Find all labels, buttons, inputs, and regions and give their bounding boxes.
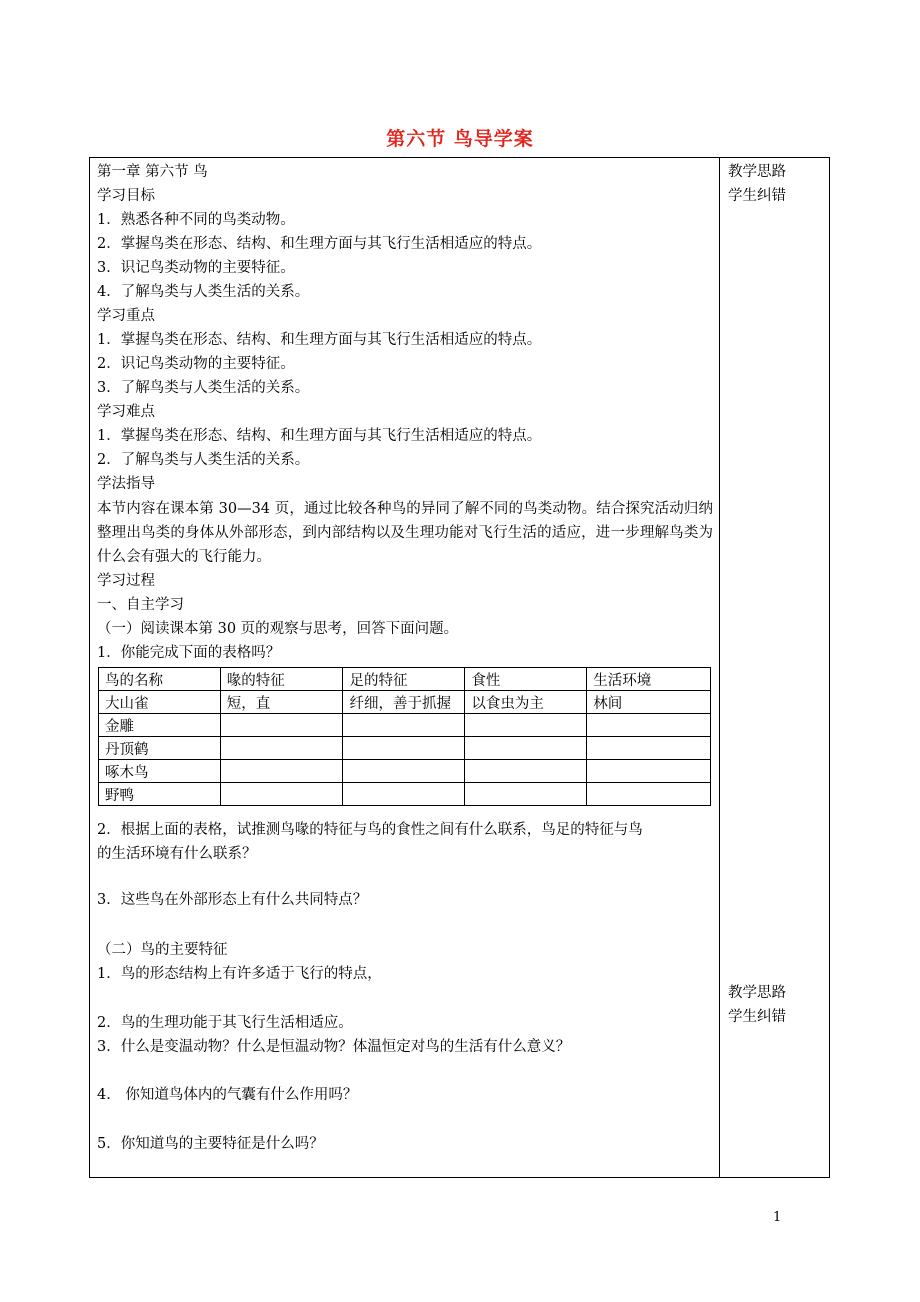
table-header-cell: 足的特征 [343, 668, 465, 691]
table-cell: 短，直 [220, 691, 343, 714]
difficulty-item: 1．掌握鸟类在形态、结构、和生理方面与其飞行生活相适应的特点。 [97, 428, 542, 444]
table-row [99, 714, 711, 737]
table-cell [220, 714, 343, 737]
table-cell [587, 760, 711, 783]
section-heading: 学习目标 [97, 188, 155, 204]
table-cell: 以食虫为主 [465, 691, 587, 714]
table-cell [587, 737, 711, 760]
table-header-cell: 喙的特征 [220, 668, 343, 691]
side-note-correction: 学生纠错 [728, 1009, 786, 1025]
table-row [99, 737, 711, 760]
table-header-cell: 生活环境 [587, 668, 711, 691]
goal-item: 3．识记鸟类动物的主要特征。 [97, 260, 295, 276]
key-point-item: 1．掌握鸟类在形态、结构、和生理方面与其飞行生活相适应的特点。 [97, 332, 542, 348]
table-cell: 丹顶鹤 [99, 737, 221, 760]
method-paragraph: 本节内容在课本第 30—34 页，通过比较各种鸟的异同了解不同的鸟类动物。结合探究活动归纳整理出鸟类的身体从外部形态，到内部结构以及生理功能对飞行生活的适应，进一步理解鸟类为什么会有强大的飞行能力。 [97, 501, 713, 565]
question-text: 1．鸟的形态结构上有许多适于飞行的特点， [97, 966, 382, 982]
goal-item: 2．掌握鸟类在形态、结构、和生理方面与其飞行生活相适应的特点。 [97, 236, 542, 252]
question-text: 3．什么是变温动物？什么是恒温动物？体温恒定对鸟的生活有什么意义？ [97, 1039, 571, 1055]
table-cell [220, 760, 343, 783]
part-heading: （一）阅读课本第 30 页的观察与思考，回答下面问题。 [97, 621, 459, 637]
table-cell: 野鸭 [99, 783, 221, 806]
table-cell [220, 783, 343, 806]
side-note-teaching: 教学思路 [728, 985, 786, 1001]
chapter-heading: 第一章 第六节 鸟 [97, 164, 208, 180]
table-cell: 金雕 [99, 714, 221, 737]
section-heading: 学习重点 [97, 308, 155, 324]
bird-features-table [98, 667, 711, 806]
table-cell [587, 783, 711, 806]
key-point-item: 3．了解鸟类与人类生活的关系。 [97, 380, 310, 396]
table-row [99, 783, 711, 806]
section-heading: 学习难点 [97, 404, 155, 420]
table-row [99, 760, 711, 783]
table-cell [343, 783, 465, 806]
table-cell: 啄木鸟 [99, 760, 221, 783]
table-header-cell: 食性 [465, 668, 587, 691]
table-cell: 纤细，善于抓握 [343, 691, 465, 714]
subsection-heading: 一、自主学习 [97, 597, 184, 613]
question-text: 2．根据上面的表格，试推测鸟喙的特征与鸟的食性之间有什么联系，鸟足的特征与鸟 [97, 822, 643, 838]
table-cell [465, 714, 587, 737]
table-cell [343, 714, 465, 737]
table-cell: 大山雀 [99, 691, 221, 714]
table-header-row [99, 668, 711, 691]
table-cell [343, 737, 465, 760]
column-divider [719, 157, 720, 1178]
difficulty-item: 2．了解鸟类与人类生活的关系。 [97, 452, 310, 468]
side-note-teaching: 教学思路 [728, 164, 786, 180]
part-heading: （二）鸟的主要特征 [97, 942, 228, 958]
table-cell [465, 783, 587, 806]
section-heading: 学习过程 [97, 573, 155, 589]
goal-item: 1．熟悉各种不同的鸟类动物。 [97, 212, 295, 228]
table-row [99, 691, 711, 714]
question-text: 5．你知道鸟的主要特征是什么吗？ [97, 1136, 324, 1152]
question-text: 的生活环境有什么联系？ [97, 846, 257, 862]
table-cell [343, 760, 465, 783]
table-cell: 林间 [587, 691, 711, 714]
table-cell [465, 737, 587, 760]
table-cell [465, 760, 587, 783]
table-cell [220, 737, 343, 760]
page-number: 1 [773, 1210, 782, 1225]
section-heading: 学法指导 [97, 476, 155, 492]
question-text: 1．你能完成下面的表格吗？ [97, 645, 281, 661]
key-point-item: 2．识记鸟类动物的主要特征。 [97, 356, 295, 372]
question-text: 2．鸟的生理功能于其飞行生活相适应。 [97, 1015, 353, 1031]
goal-item: 4．了解鸟类与人类生活的关系。 [97, 284, 310, 300]
table-cell [587, 714, 711, 737]
page-title: 第六节 鸟导学案 [386, 128, 534, 150]
question-text: 4． 你知道鸟体内的气囊有什么作用吗？ [97, 1087, 358, 1103]
table-header-cell: 鸟的名称 [99, 668, 221, 691]
side-note-correction: 学生纠错 [728, 188, 786, 204]
question-text: 3．这些鸟在外部形态上有什么共同特点？ [97, 892, 368, 908]
